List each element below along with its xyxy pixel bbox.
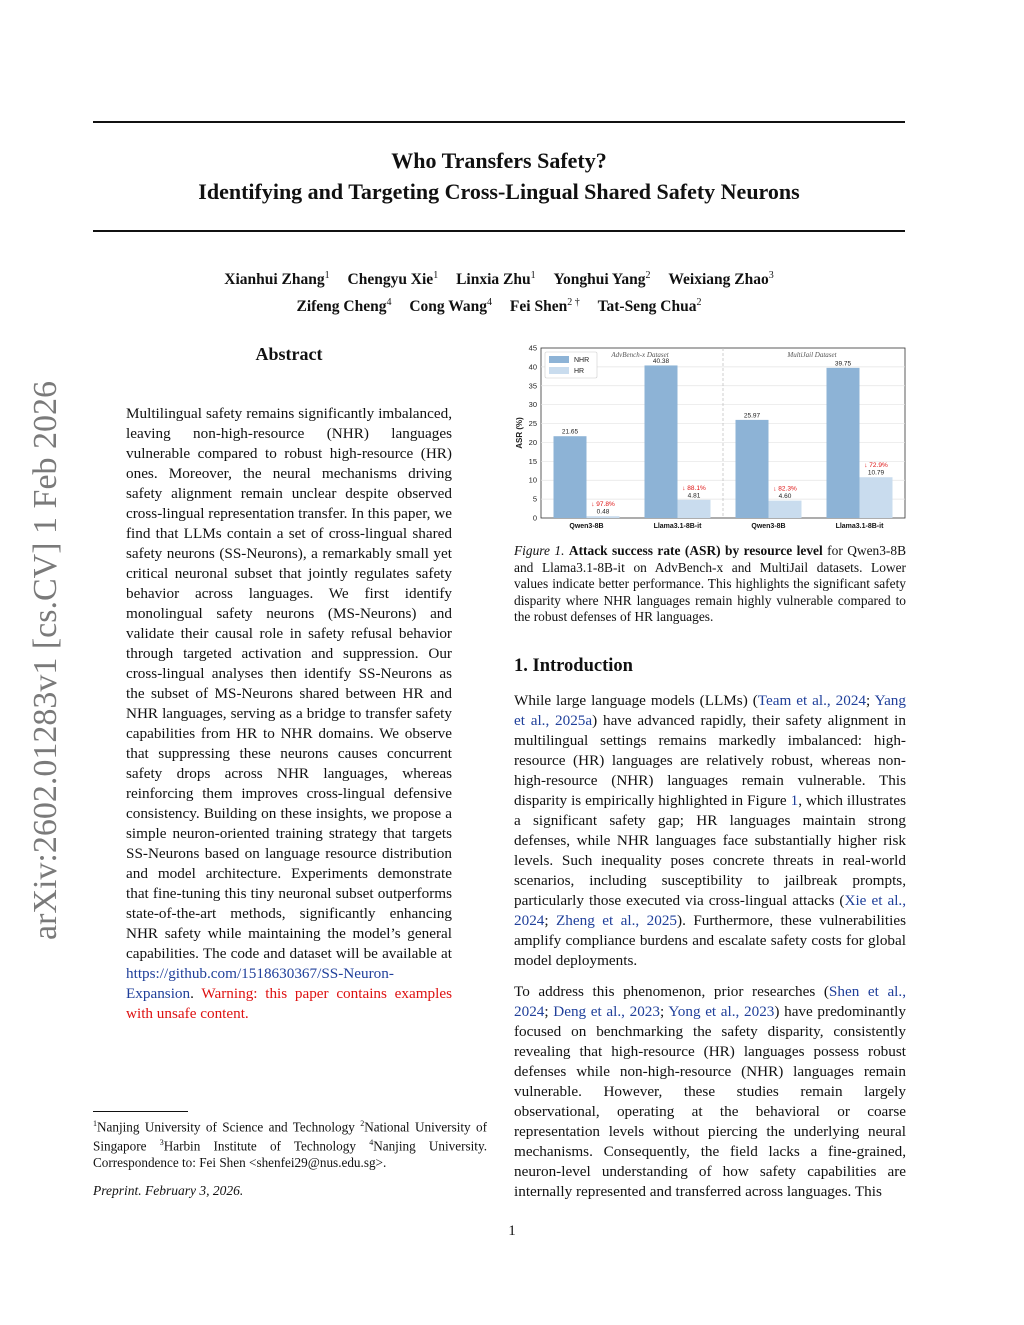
footnote-mark: 4 (369, 1138, 374, 1148)
data-label: 10.79 (867, 469, 885, 477)
x-tick-label: Llama3.1-8B-it (653, 523, 702, 530)
paragraph-text: ) have predominantly focused on benchmarking the safety disparity, consistently revealing that high-resource (HR) languages possess robust defenses while non-high-resource (NHR) languages remain vulnerable. However, these studies remain largely observational, operating at the behavioral or coarse representation levels without piercing the underlying neural mechanisms. Consequently, the field lacks a fine-grained, neuron-level understanding of how safety capabilities are internally represented and transferred across languages. This (514, 1003, 906, 1200)
author-name: Yonghui Yang (553, 271, 646, 289)
caption-bold: Attack success rate (ASR) by resource level (568, 543, 823, 558)
author (456, 271, 536, 288)
preprint-note: Preprint. February 3, 2026. (93, 1183, 244, 1198)
data-label: 25.97 (743, 412, 761, 420)
section-heading-introduction: 1. Introduction (514, 656, 633, 676)
citation-link[interactable]: Shen et al., 2024 (514, 983, 906, 1020)
footnote-text: Nanjing University of Science and Technology (97, 1119, 361, 1135)
paragraph-text: While large language models (LLMs) ( (514, 692, 758, 709)
warning-text: Warning: this paper contains examples with unsafe content. (126, 985, 452, 1022)
footnote-text: Harbin Institute of Technology (163, 1138, 370, 1154)
bar-hr (587, 516, 620, 518)
arxiv-identifier: arXiv:2602.01283v1 [cs.CV] 1 Feb 2026 (27, 380, 64, 940)
paragraph-text: ). Furthermore, these vulnerabilities amplify compliance burdens and escalate safety costs for global model deployments. (514, 912, 906, 969)
data-label: 4.60 (778, 493, 792, 501)
data-label: 40.38 (652, 357, 670, 365)
x-tick-label: Llama3.1-8B-it (835, 523, 884, 530)
author-name: Linxia Zhu (456, 271, 531, 289)
data-label: 0.48 (596, 508, 610, 516)
y-tick-label: 10 (528, 475, 537, 485)
group-title: MultiJail Dataset (787, 351, 837, 359)
caption-text: for Qwen3-8B and Llama3.1-8B-it on AdvBench-x and MultiJail datasets. Lower values indicate better performance. This highlights the significant safety disparity where NHR languages remain highly vulnerable compared to the robust defenses of HR languages. (514, 543, 906, 624)
data-label: 21.65 (561, 428, 579, 436)
author-name: Tat-Seng Chua (597, 298, 697, 316)
paragraph-text: ; (866, 692, 875, 709)
figure-caption (514, 543, 906, 626)
abstract-body (126, 404, 452, 1024)
paragraph-text: To address this phenomenon, prior researches ( (514, 983, 829, 1000)
data-label: 4.81 (687, 492, 701, 500)
citation-link[interactable]: Xie et al., 2024 (514, 892, 907, 929)
bar-nhr (827, 368, 860, 518)
citation-link[interactable]: 1 (790, 792, 799, 809)
y-tick-label: 15 (528, 456, 537, 466)
citation-link[interactable]: Deng et al., 2023 (553, 1003, 660, 1020)
citation-link[interactable]: Yong et al., 2023 (668, 1003, 775, 1020)
title-line-2: Identifying and Targeting Cross-Lingual Shared Safety Neurons (198, 179, 800, 204)
intro-paragraph-2 (514, 982, 906, 1202)
code-link[interactable]: https://github.com/1518630367/SS-Neuron-Expansion (126, 965, 394, 1002)
y-tick-label: 25 (528, 419, 537, 429)
footnote-text: Nanjing University. Correspondence to: Fei Shen <shenfei29@nus.edu.sg>. (93, 1138, 487, 1170)
y-tick-label: 45 (528, 343, 537, 353)
author-line-2 (93, 291, 905, 318)
author-affiliation: 1 (530, 270, 536, 281)
y-tick-label: 5 (532, 494, 537, 504)
reduction-label: ↓ 72.9% (864, 462, 888, 470)
affiliations-footnote (93, 1116, 487, 1171)
author-affiliation: 2 (645, 270, 651, 281)
bar-nhr (554, 436, 587, 518)
author-list (93, 264, 905, 318)
reduction-label: ↓ 88.1% (682, 484, 706, 492)
citation-link[interactable]: Team et al., 2024 (757, 692, 867, 709)
footnote-rule (93, 1111, 188, 1112)
group-title: AdvBench-x Dataset (611, 351, 669, 359)
author-affiliation: 4 (487, 297, 493, 309)
author-name: Zifeng Cheng (296, 298, 387, 316)
data-label: 39.75 (834, 360, 852, 368)
author-line-1 (93, 264, 905, 291)
abstract-heading: Abstract (255, 344, 323, 364)
citation-link[interactable]: Yang et al., 2025a (514, 692, 906, 729)
legend-label: HR (574, 368, 585, 375)
author (409, 298, 492, 315)
author-affiliation: 2 (696, 297, 702, 309)
abstract-text: Multilingual safety remains significantly imbalanced, leaving non-high-resource (NHR) languages vulnerable compared to robust high-resource (HR) ones. Moreover, the neural mechanisms driving safety alignment remain unclear despite observed cross-lingual representation transfer. In this paper, we find that LLMs contain a set of cross-lingual shared safety neurons (SS-Neurons), a remarkably small yet critical neuronal subset that jointly regulates safety behavior across languages. We first identify monolingual safety neurons (MS-Neurons) and validate their causal role in safety refusal behavior through targeted activation and suppression. Our cross-lingual analyses then identify SS-Neurons as the subset of MS-Neurons shared between HR and NHR languages, serving as a bridge to transfer safety capabilities from HR to NHR domains. We observe that suppressing these neurons causes concurrent safety drops across NHR languages, whereas reinforcing them improves cross-lingual defensive consistency. Building on these insights, we propose a simple neuron-oriented training strategy that targets SS-Neurons based on language resource distribution and model architecture. Experiments demonstrate that fine-tuning this tiny neuronal subset outperforms state-of-the-art methods, significantly enhancing NHR safety while maintaining the model’s general capabilities. The code and dataset will be available at (126, 405, 452, 962)
legend-swatch-hr (549, 367, 569, 374)
bar-hr (769, 501, 802, 518)
asr-bar-chart (512, 342, 908, 534)
author (598, 298, 702, 315)
y-axis-label: ASR (%) (515, 417, 524, 449)
intro-paragraph-1 (514, 691, 906, 971)
legend-label: NHR (574, 357, 590, 364)
bar-hr (678, 500, 711, 518)
bar-nhr (645, 365, 678, 518)
footnote-mark: 3 (159, 1138, 164, 1148)
link-suffix: . (190, 985, 194, 1002)
paragraph-text: ; (544, 912, 557, 929)
paragraph-text: ; (544, 1003, 554, 1020)
y-tick-label: 20 (528, 437, 537, 447)
bar-nhr (736, 420, 769, 518)
reduction-label: ↓ 97.8% (591, 501, 615, 509)
x-tick-label: Qwen3-8B (569, 523, 604, 530)
author-name: Chengyu Xie (347, 271, 434, 289)
paragraph-text: ; (660, 1003, 669, 1020)
author-affiliation: 4 (386, 297, 392, 309)
y-tick-label: 0 (532, 513, 537, 523)
bar-hr (860, 477, 893, 518)
citation-link[interactable]: Zheng et al., 2025 (556, 912, 678, 929)
author (224, 271, 329, 288)
author-name: Xianhui Zhang (224, 271, 325, 289)
footnote-mark: 2 (360, 1119, 365, 1128)
title-rule-top (93, 121, 905, 123)
author-affiliation: 1 (324, 270, 330, 281)
x-tick-label: Qwen3-8B (751, 523, 786, 530)
figure-label: Figure 1. (514, 543, 565, 558)
paragraph-text: ) have advanced rapidly, their safety alignment in multilingual settings remains markedly imbalanced: high-resource (HR) languages are relatively robust, whereas non-high-resource (NHR) languages remain vulnerable. This disparity is empirically highlighted in Figure (514, 712, 906, 809)
author-affiliation: 1 (433, 270, 439, 281)
footnote-text: National University of Singapore (93, 1119, 487, 1154)
legend-swatch-nhr (549, 356, 569, 363)
title-line-1: Who Transfers Safety? (391, 148, 607, 173)
y-tick-label: 30 (528, 400, 537, 410)
author (553, 271, 650, 288)
y-tick-label: 40 (528, 362, 537, 372)
legend-box (545, 352, 597, 378)
author-name: Fei Shen (509, 298, 568, 316)
author (296, 298, 391, 315)
title-rule-bottom (93, 230, 905, 232)
author-name: Weixiang Zhao (668, 271, 769, 289)
y-tick-label: 35 (528, 381, 537, 391)
footnote-mark: 1 (93, 1119, 97, 1128)
reduction-label: ↓ 82.3% (773, 485, 797, 493)
page-number: 1 (508, 1223, 516, 1239)
author (510, 298, 580, 315)
paper-title (93, 145, 905, 207)
paragraph-text: , which illustrates a significant safety gap; HR languages maintain strong defenses, while NHR languages face substantially higher risk levels. Such inequality poses concrete threats in real-world scenarios, including susceptibility to jailbreak prompts, particularly those executed via cross-lingual attacks ( (514, 792, 906, 909)
author-affiliation: 2 † (567, 297, 580, 309)
author-name: Cong Wang (409, 298, 488, 316)
author-affiliation: 3 (768, 270, 774, 281)
author (668, 271, 773, 288)
author (348, 271, 439, 288)
